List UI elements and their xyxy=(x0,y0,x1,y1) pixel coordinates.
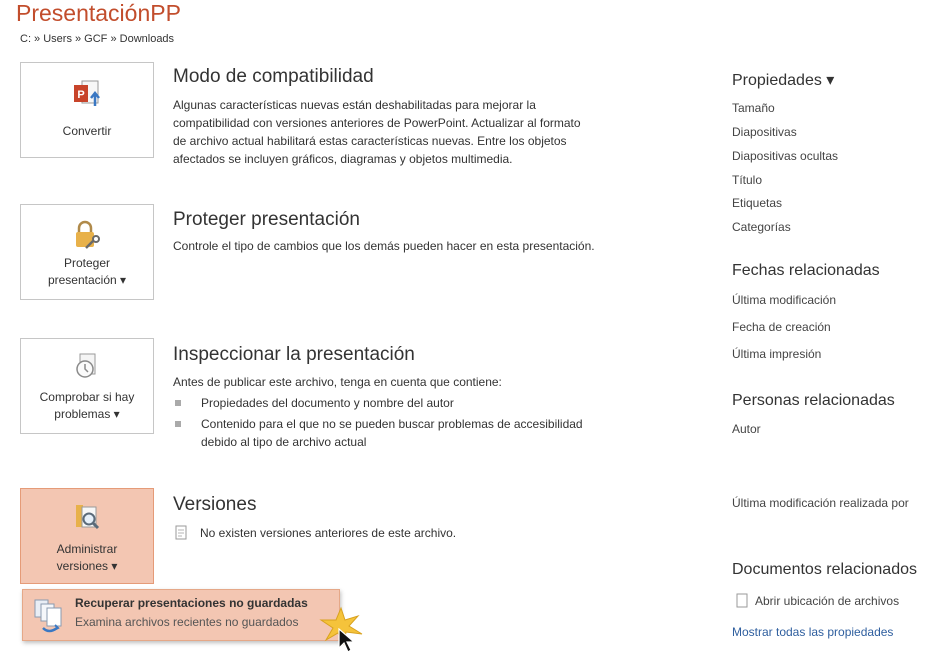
document-magnify-icon xyxy=(21,501,153,539)
protect-button-label-1: Proteger xyxy=(63,256,111,270)
property-label: Título xyxy=(732,173,763,187)
inspect-bullet xyxy=(201,415,651,451)
recover-unsaved-menu-item[interactable] xyxy=(22,589,340,641)
recover-document-icon xyxy=(33,598,67,639)
compat-title: Modo de compatibilidad xyxy=(173,66,374,87)
protect-button-label-2: presentación ▾ xyxy=(47,273,127,287)
compat-line: afectados se incluyen gráficos, diagramas y objetos multimedia. xyxy=(173,152,513,166)
protect-description: Controle el tipo de cambios que los demás pueden hacer en esta presentación. xyxy=(173,239,595,253)
convert-button[interactable] xyxy=(20,62,154,158)
date-label: Fecha de creación xyxy=(732,320,831,334)
related-dates-header: Fechas relacionadas xyxy=(732,262,880,279)
properties-header[interactable]: Propiedades ▾ xyxy=(732,72,835,89)
svg-text:P: P xyxy=(77,89,85,101)
breadcrumb[interactable]: C: » Users » GCF » Downloads xyxy=(20,33,175,45)
folder-document-icon xyxy=(735,593,749,614)
versions-description: No existen versiones anteriores de este archivo. xyxy=(200,526,457,540)
app-title: PresentaciónPP xyxy=(16,0,181,26)
check-issues-label-2: problemas ▾ xyxy=(54,407,120,421)
last-modified-by-label: Última modificación realizada por xyxy=(732,496,909,510)
mouse-cursor-icon xyxy=(338,628,356,659)
compat-description xyxy=(173,96,643,168)
protect-presentation-button[interactable] xyxy=(20,204,154,300)
document-check-icon xyxy=(21,351,153,387)
check-issues-button[interactable] xyxy=(20,338,154,434)
date-label: Última modificación xyxy=(732,293,837,307)
inspect-title: Inspeccionar la presentación xyxy=(173,344,415,365)
property-label: Tamaño xyxy=(732,101,775,115)
bullet-square xyxy=(175,400,181,406)
inspect-bullet-text: Contenido para el que no se pueden buscar problemas de accesibilidad xyxy=(201,417,583,431)
bullet-square xyxy=(175,421,181,427)
person-label: Autor xyxy=(732,422,761,436)
compat-line: de archivo actual habilitará estas características nuevas. Entre los objetos xyxy=(173,134,567,148)
compat-line: compatibilidad con versiones anteriores de PowerPoint. Actualizar al formato xyxy=(173,116,581,130)
convert-button-label: Convertir xyxy=(62,124,112,138)
versions-doc-icon xyxy=(173,525,189,546)
check-issues-label-1: Comprobar si hay xyxy=(39,390,135,404)
manage-versions-label-2: versiones ▾ xyxy=(56,559,118,573)
related-documents-header: Documentos relacionados xyxy=(732,561,917,578)
date-label: Última impresión xyxy=(732,347,822,361)
inspect-bullet-text: Propiedades del documento y nombre del autor xyxy=(201,396,454,410)
property-label: Etiquetas xyxy=(732,196,783,210)
open-file-location-link[interactable]: Abrir ubicación de archivos xyxy=(755,594,900,608)
versions-title: Versiones xyxy=(173,494,257,515)
inspect-bullet-text: debido al tipo de archivo actual xyxy=(201,435,367,449)
compat-line: Algunas características nuevas están deshabilitadas para mejorar la xyxy=(173,98,536,112)
inspect-intro: Antes de publicar este archivo, tenga en cuenta que contiene: xyxy=(173,375,502,389)
related-people-header: Personas relacionadas xyxy=(732,392,895,409)
manage-versions-button[interactable] xyxy=(20,488,154,584)
powerpoint-convert-icon xyxy=(21,79,153,113)
inspect-bullet xyxy=(201,394,651,412)
property-label: Categorías xyxy=(732,220,791,234)
property-label: Diapositivas xyxy=(732,125,797,139)
property-label: Diapositivas ocultas xyxy=(732,149,839,163)
protect-title: Proteger presentación xyxy=(173,209,360,230)
lock-key-icon xyxy=(21,219,153,255)
manage-versions-label-1: Administrar xyxy=(56,542,118,556)
show-all-properties-link[interactable]: Mostrar todas las propiedades xyxy=(732,625,894,639)
recover-unsaved-subtitle: Examina archivos recientes no guardados xyxy=(75,615,299,629)
recover-unsaved-title: Recuperar presentaciones no guardadas xyxy=(75,596,308,610)
